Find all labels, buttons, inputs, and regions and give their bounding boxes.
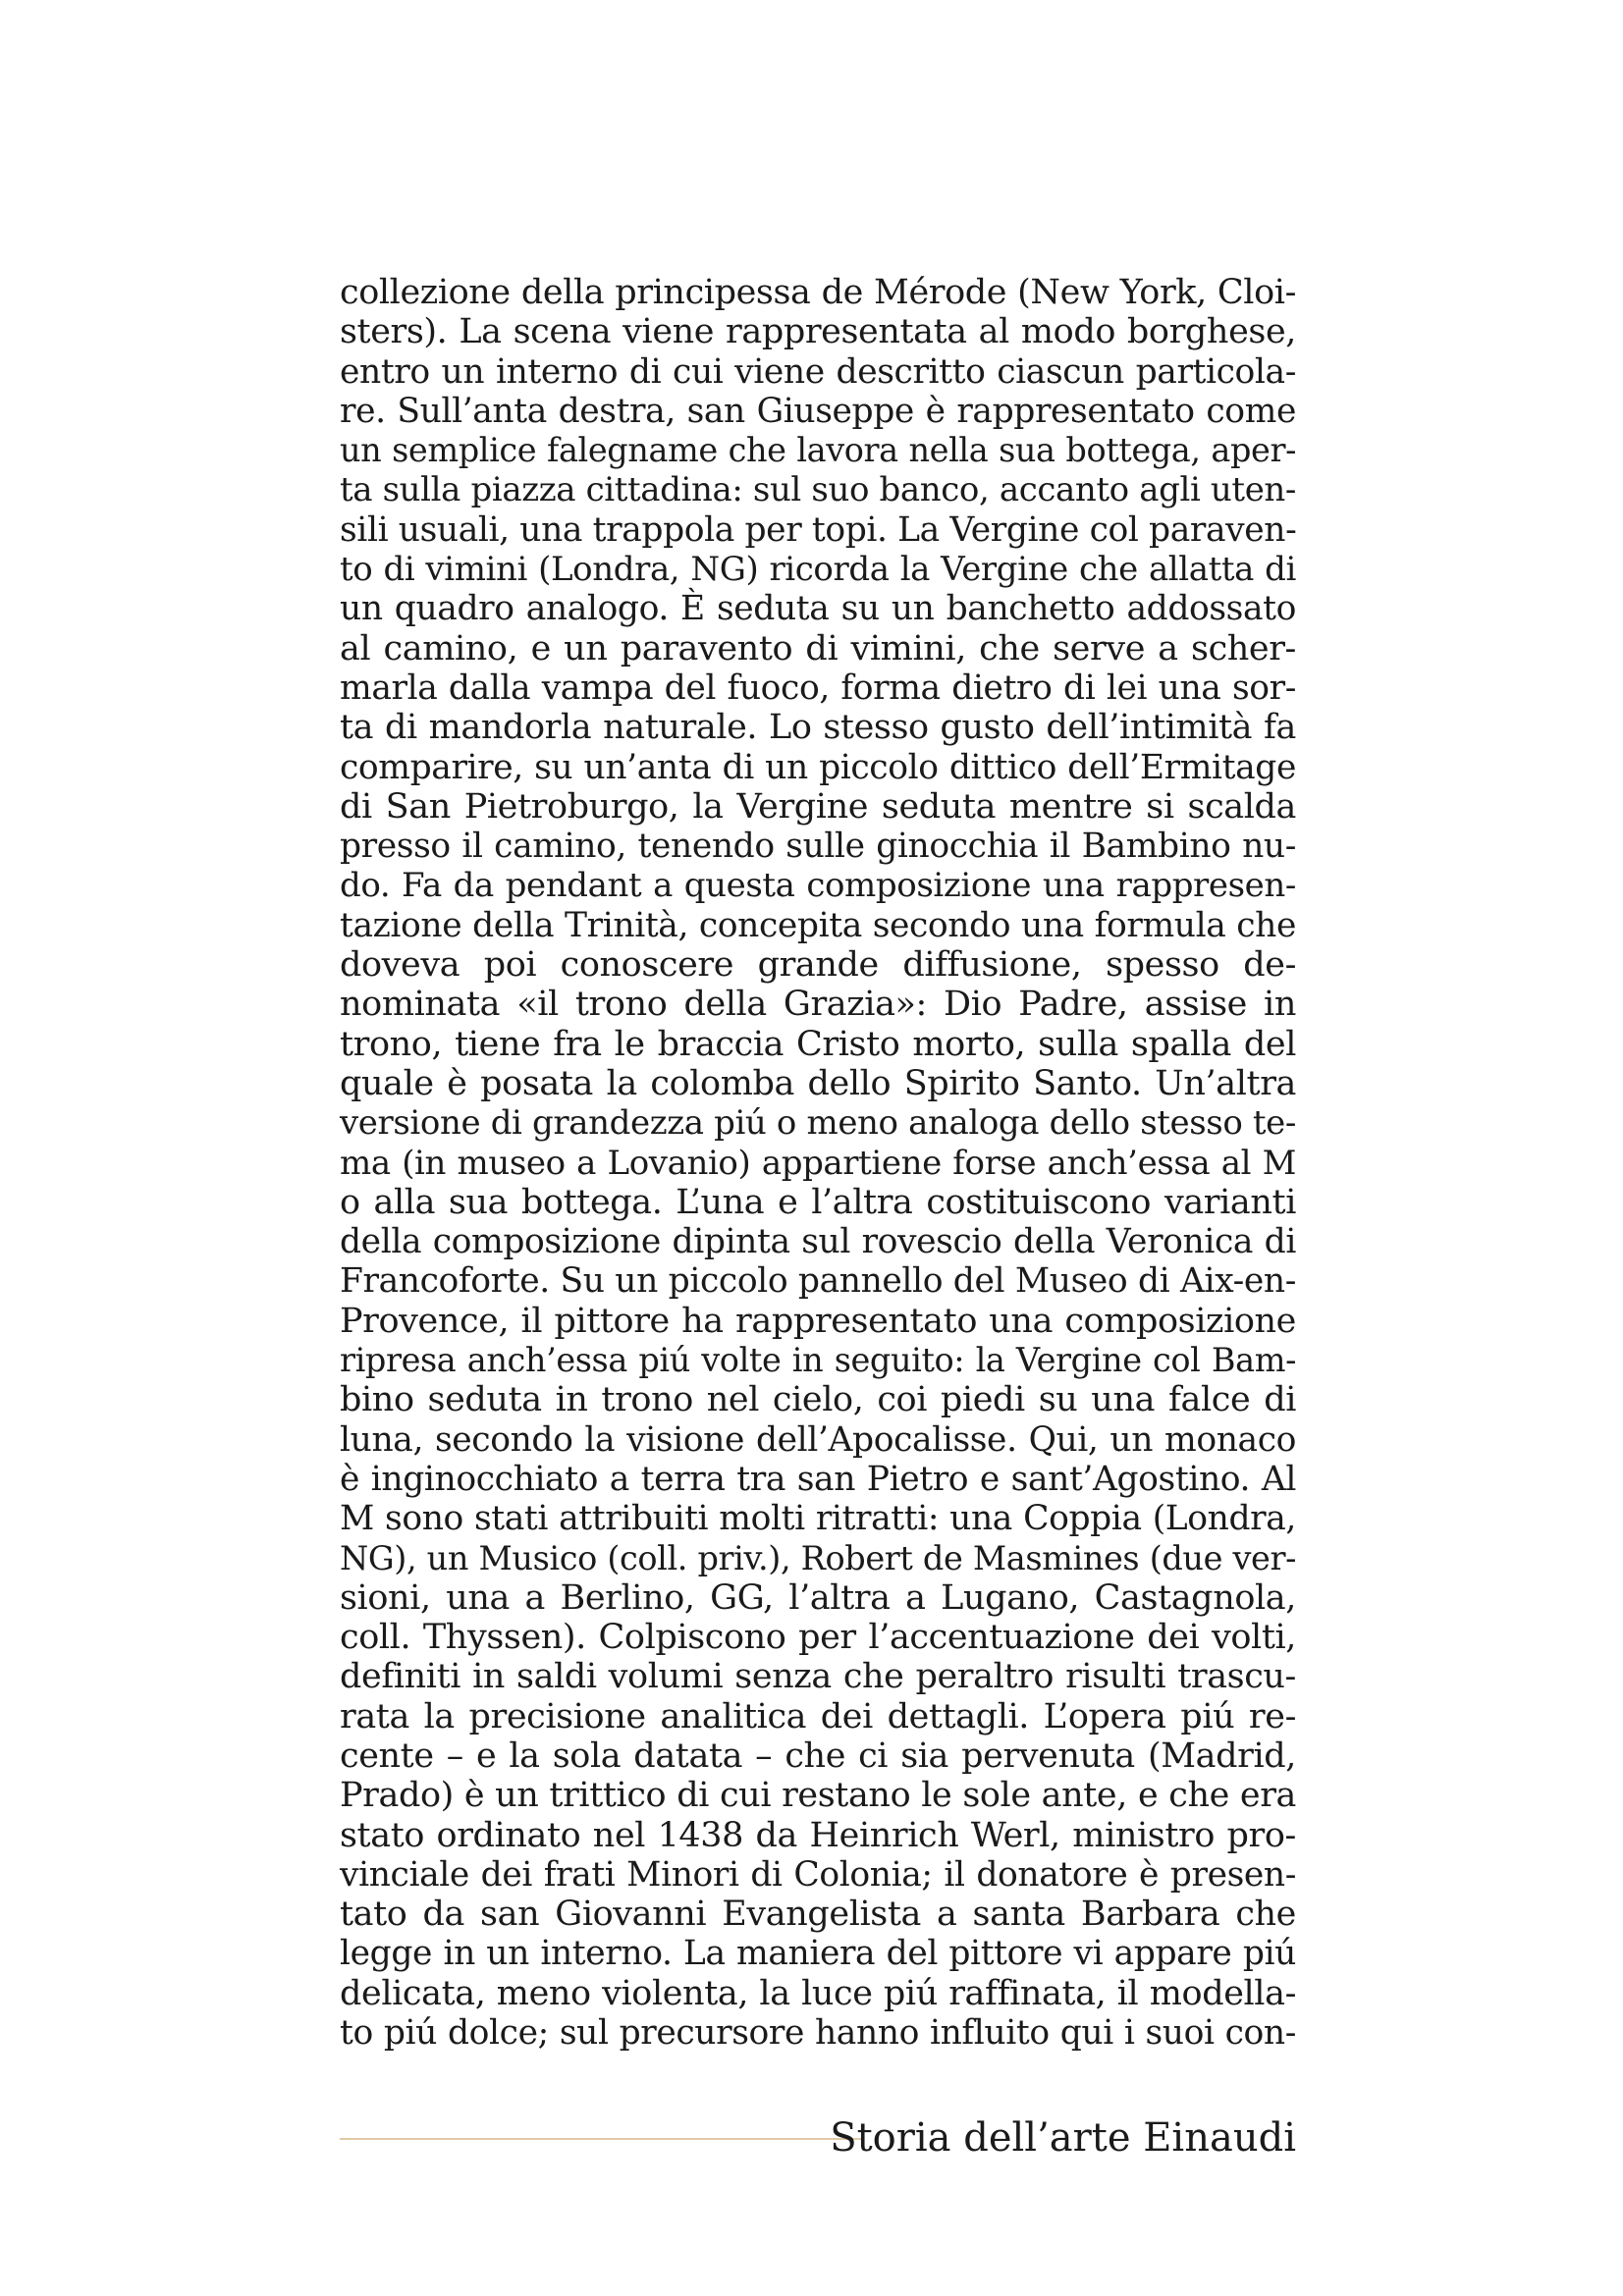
text-line: coll. Thyssen). Colpiscono per l’accentuazione dei volti,: [340, 1618, 1296, 1658]
text-line: Prado) è un trittico di cui restano le sole ante, e che era: [340, 1776, 1296, 1816]
text-line: marla dalla vampa del fuoco, forma dietro di lei una sor-: [340, 667, 1296, 708]
text-line: ripresa anch’essa piú volte in seguito: la Vergine col Bam-: [340, 1341, 1296, 1380]
text-line: o alla sua bottega. L’una e l’altra costituiscono varianti: [340, 1182, 1296, 1222]
text-line: presso il camino, tenendo sulle ginocchia il Bambino nu-: [340, 827, 1296, 867]
text-line: entro un interno di cui viene descritto ciascun particola-: [340, 351, 1296, 392]
text-line: stato ordinato nel 1438 da Heinrich Werl, ministro pro-: [340, 1815, 1296, 1855]
text-line: to piú dolce; sul precursore hanno influito qui i suoi con-: [340, 2013, 1296, 2054]
text-line: legge in un interno. La maniera del pittore vi appare piú: [340, 1934, 1296, 1974]
page-footer: [340, 2109, 1296, 2167]
text-line: tato da san Giovanni Evangelista a santa Barbara che: [340, 1895, 1296, 1935]
text-line: sili usuali, una trappola per topi. La Vergine col paraven-: [340, 509, 1297, 550]
text-line: do. Fa da pendant a questa composizione una rappresen-: [340, 866, 1296, 906]
text-line: ma (in museo a Lovanio) appartiene forse anch’essa al M: [340, 1143, 1296, 1183]
text-line: sters). La scena viene rappresentata al modo borghese,: [340, 312, 1296, 352]
text-line: bino seduta in trono nel cielo, coi piedi su una falce di: [340, 1380, 1296, 1420]
text-line: luna, secondo la visione dell’Apocalisse. Qui, un monaco: [340, 1419, 1296, 1460]
footer-title: Storia dell’arte Einaudi: [830, 2115, 1296, 2161]
text-line: al camino, e un paravento di vimini, che serve a scher-: [340, 628, 1296, 668]
text-line: NG), un Musico (coll. priv.), Robert de Masmines (due ver-: [340, 1538, 1296, 1577]
text-line: sioni, una a Berlino, GG, l’altra a Lugano, Castagnola,: [340, 1577, 1296, 1618]
text-line: vinciale dei frati Minori di Colonia; il donatore è presen-: [340, 1854, 1296, 1895]
text-line: versione di grandezza piú o meno analoga dello stesso te-: [340, 1103, 1296, 1144]
text-line: un semplice falegname che lavora nella sua bottega, aper-: [340, 431, 1296, 470]
text-line: to di vimini (Londra, NG) ricorda la Vergine che allatta di: [340, 550, 1296, 590]
text-line: doveva poi conoscere grande diffusione, spesso de-: [340, 945, 1296, 986]
text-line: Francoforte. Su un piccolo pannello del Museo di Aix-en-: [340, 1261, 1296, 1302]
text-line: ta sulla piazza cittadina: sul suo banco, accanto agli uten-: [340, 470, 1296, 510]
text-line: tazione della Trinità, concepita secondo una formula che: [340, 905, 1296, 945]
text-line: è inginocchiato a terra tra san Pietro e sant’Agostino. Al: [340, 1459, 1296, 1499]
text-line: ta di mandorla naturale. Lo stesso gusto dell’intimità fa: [340, 708, 1296, 748]
text-line: delicata, meno violenta, la luce piú raffinata, il modella-: [340, 1973, 1296, 2013]
text-line: nominata «il trono della Grazia»: Dio Padre, assise in: [340, 985, 1296, 1025]
text-line: trono, tiene fra le braccia Cristo morto, sulla spalla del: [340, 1024, 1296, 1064]
text-line: cente – e la sola datata – che ci sia pervenuta (Madrid,: [340, 1735, 1296, 1776]
text-line: rata la precisione analitica dei dettagli. L’opera piú re-: [340, 1696, 1296, 1736]
text-line: un quadro analogo. È seduta su un banchetto addossato: [340, 589, 1296, 629]
text-line: re. Sull’anta destra, san Giuseppe è rappresentato come: [340, 391, 1296, 431]
text-line: collezione della principessa de Mérode (New York, Cloi-: [340, 273, 1296, 312]
text-line: comparire, su un’anta di un piccolo dittico dell’Ermitage: [340, 747, 1296, 787]
text-line: quale è posata la colomba dello Spirito Santo. Un’altra: [340, 1063, 1296, 1103]
text-line: M sono stati attribuiti molti ritratti: una Coppia (Londra,: [340, 1499, 1296, 1539]
body-text: [340, 273, 1296, 2053]
text-line: della composizione dipinta sul rovescio della Veronica di: [340, 1222, 1296, 1262]
footer-divider: [340, 2138, 862, 2140]
text-line: Provence, il pittore ha rappresentato una composizione: [340, 1301, 1296, 1341]
text-line: definiti in saldi volumi senza che peraltro risulti trascu-: [340, 1657, 1296, 1697]
text-line: di San Pietroburgo, la Vergine seduta mentre si scalda: [340, 786, 1296, 827]
